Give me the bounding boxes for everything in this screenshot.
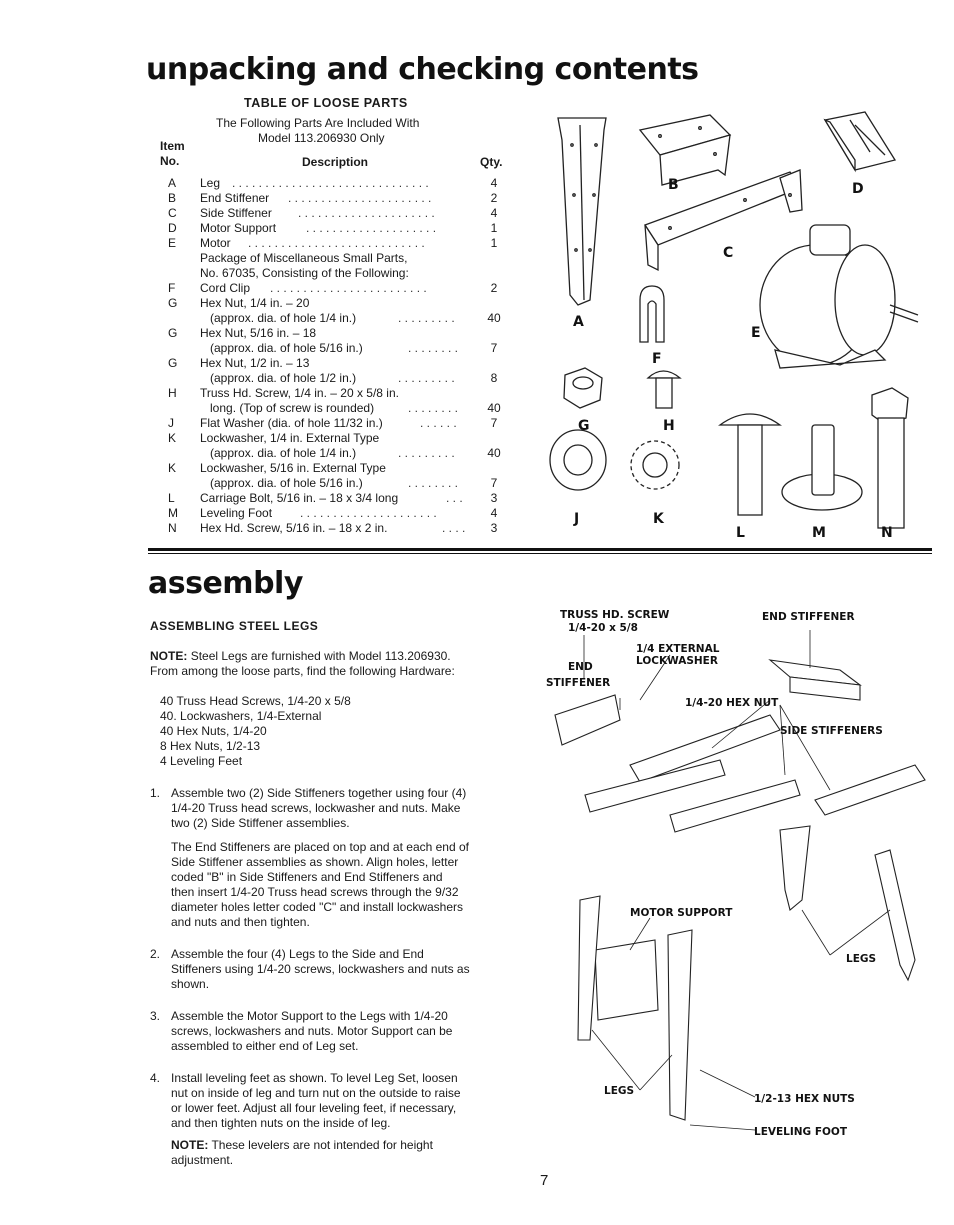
leader-dots: . . . . . . . . . — [398, 311, 455, 325]
note-text-line2: adjustment. — [171, 1153, 234, 1167]
item-description-continued: long. (Top of screw is rounded) — [210, 401, 375, 415]
side-stiffener-drawing — [670, 780, 800, 832]
step-line: Install leveling feet as shown. To level Leg Set, loosen — [171, 1071, 458, 1085]
step-line: and nuts and then tighten. — [171, 915, 310, 929]
table-row-continued — [150, 401, 510, 416]
item-qty: 4 — [490, 506, 498, 520]
leader-dots: . . . . . . . . . . . . . . . . . . . . . — [298, 206, 435, 220]
section-divider-thin — [148, 553, 932, 554]
note-text-line2: From among the loose parts, find the following Hardware: — [150, 664, 455, 678]
item-qty: 8 — [490, 371, 498, 385]
item-letter: D — [168, 221, 177, 235]
item-letter: H — [168, 386, 177, 400]
callout-side-stiffeners: SIDE STIFFENERS — [780, 725, 883, 737]
item-description: Flat Washer (dia. of hole 11/32 in.) — [200, 416, 383, 430]
item-description: Leg — [200, 176, 221, 190]
hardware-item: 8 Hex Nuts, 1/2-13 — [160, 739, 261, 753]
hardware-item: 4 Leveling Feet — [160, 754, 243, 768]
callout-leveling-foot: LEVELING FOOT — [754, 1126, 848, 1138]
assembly-note — [150, 649, 451, 664]
leader-dots: . . . . . . . . — [408, 401, 459, 415]
item-description-continued: (approx. dia. of hole 1/2 in.) — [210, 371, 357, 385]
item-description: Carriage Bolt, 5/16 in. – 18 x 3/4 long — [200, 491, 399, 505]
figure-label-d: D — [852, 181, 864, 197]
figure-label-e: E — [751, 325, 761, 341]
loose-parts-table — [150, 176, 510, 536]
side-stiffener-drawing — [815, 765, 925, 815]
cord-clip-part-drawing — [640, 286, 664, 342]
step-line: coded "B" in Side Stiffeners and End Stiffeners and — [171, 870, 443, 884]
callout-end-stiffener-top: END STIFFENER — [762, 611, 855, 623]
step-line: two (2) Side Stiffener assemblies. — [171, 816, 350, 830]
table-row — [150, 506, 510, 521]
section-heading-assembly: assembly — [148, 566, 303, 601]
table-row-continued — [150, 311, 510, 326]
figure-label-a: A — [573, 314, 584, 330]
callout-external-lockwasher-2: LOCKWASHER — [636, 655, 718, 667]
table-row — [150, 296, 510, 311]
callout-hex-nut: 1/4-20 HEX NUT — [685, 697, 779, 709]
item-description: Cord Clip — [200, 281, 251, 295]
note-label: NOTE: — [171, 1138, 209, 1152]
leg-drawing — [780, 826, 810, 910]
carriage-bolt-part-drawing — [720, 414, 780, 515]
hardware-item: 40 Truss Head Screws, 1/4-20 x 5/8 — [160, 694, 351, 708]
table-title: TABLE OF LOOSE PARTS — [244, 96, 408, 110]
leader-dots: . . . . . . — [420, 416, 457, 430]
step-line: The End Stiffeners are placed on top and at each end of — [171, 840, 469, 854]
table-row-continued — [150, 476, 510, 491]
callout-half-hex-nuts: 1/2-13 HEX NUTS — [754, 1093, 855, 1105]
step-line: assembled to either end of Leg set. — [171, 1039, 359, 1053]
item-qty: 40 — [487, 401, 501, 415]
leader-dots: . . . . . . . . . . . . . . . . . . . . . . — [288, 191, 432, 205]
note-label: NOTE: — [150, 649, 188, 663]
table-row — [150, 281, 510, 296]
item-description: Hex Nut, 5/16 in. – 18 — [200, 326, 317, 340]
column-header-description: Description — [302, 155, 369, 169]
figure-label-k: K — [653, 511, 664, 527]
item-letter: K — [168, 431, 177, 445]
item-description: Truss Hd. Screw, 1/4 in. – 20 x 5/8 in. — [200, 386, 399, 400]
section-heading-unpacking: unpacking and checking contents — [146, 52, 699, 87]
step-3-text — [171, 1009, 452, 1054]
motor-support-drawing — [595, 940, 658, 1020]
table-row — [150, 416, 510, 431]
item-qty: 1 — [490, 236, 498, 250]
misc-package-line1: Package of Miscellaneous Small Parts, — [200, 251, 408, 265]
item-letter: M — [168, 506, 178, 520]
assembly-illustration — [540, 600, 940, 1160]
step-line: shown. — [171, 977, 210, 991]
step-line: Assemble two (2) Side Stiffeners together using four (4) — [171, 786, 467, 800]
item-description: Motor Support — [200, 221, 277, 235]
callout-legs-right: LEGS — [846, 953, 877, 965]
item-description-continued: (approx. dia. of hole 1/4 in.) — [210, 446, 357, 460]
figure-label-f: F — [652, 351, 662, 367]
step-line: Stiffeners using 1/4-20 screws, lockwashers and nuts as — [171, 962, 470, 976]
column-header-no: No. — [160, 154, 180, 168]
leg-drawing — [668, 930, 692, 1120]
item-letter: B — [168, 191, 177, 205]
end-stiffener-part-drawing — [640, 115, 730, 185]
leader-dots: . . . . . . . . . . . . . . . . . . . . . . . . . . . — [248, 236, 425, 250]
table-row — [150, 386, 510, 401]
table-row-continued — [150, 371, 510, 386]
step-line: nut on inside of leg and turn nut on the outside to raise — [171, 1086, 461, 1100]
step-line: Assemble the Motor Support to the Legs with 1/4-20 — [171, 1009, 448, 1023]
note-text: Steel Legs are furnished with Model 113.206930. — [190, 649, 451, 663]
leader-dots: . . . . — [442, 521, 466, 535]
leader-dots: . . . . . . . . . — [398, 446, 455, 460]
hex-head-screw-part-drawing — [872, 388, 908, 528]
figure-label-g: G — [578, 418, 590, 434]
table-row — [150, 491, 510, 506]
leader-dots: . . . . . . . . . — [398, 371, 455, 385]
leader-dots: . . . . . . . . — [408, 476, 459, 490]
table-row — [150, 191, 510, 206]
figure-label-c: C — [723, 245, 734, 261]
step-line: or lower feet. Adjust all four leveling feet, if necessary, — [171, 1101, 457, 1115]
column-header-item: Item — [160, 139, 185, 153]
table-row — [150, 431, 510, 446]
table-subtitle-line2: Model 113.206930 Only — [258, 131, 385, 145]
table-row — [150, 206, 510, 221]
assembly-subheading: ASSEMBLING STEEL LEGS — [150, 619, 319, 633]
leader-dots: . . . . . . . . . . . . . . . . . . . . — [306, 221, 437, 235]
table-row — [150, 521, 510, 536]
item-qty: 3 — [490, 491, 498, 505]
item-qty: 7 — [490, 416, 498, 430]
table-row — [150, 221, 510, 236]
end-stiffener-left-drawing — [555, 695, 620, 745]
item-letter: J — [168, 416, 174, 430]
misc-package-line2-row — [150, 266, 510, 281]
column-header-qty: Qty. — [480, 155, 503, 169]
item-letter: C — [168, 206, 177, 220]
table-row-continued — [150, 446, 510, 461]
leader-dots: . . . . . . . . . . . . . . . . . . . . . . . . . . . . . . — [232, 176, 429, 190]
step-line: 1/4-20 Truss head screws, lockwasher and nuts. Make — [171, 801, 461, 815]
item-qty: 7 — [490, 476, 498, 490]
item-description-continued: (approx. dia. of hole 1/4 in.) — [210, 311, 357, 325]
step-4-text — [171, 1071, 461, 1131]
item-description: Hex Nut, 1/2 in. – 13 — [200, 356, 310, 370]
step-1-text — [171, 786, 466, 831]
item-letter: E — [168, 236, 177, 250]
callout-motor-support: MOTOR SUPPORT — [630, 907, 733, 919]
item-qty: 7 — [490, 341, 498, 355]
table-subtitle-line1: The Following Parts Are Included With — [216, 116, 420, 130]
step-2-text — [171, 947, 470, 992]
hardware-list — [160, 694, 351, 769]
step-2-number: 2. — [150, 947, 161, 961]
step-line: and then tighten nuts on the inside of leg. — [171, 1116, 391, 1130]
item-qty: 2 — [490, 191, 498, 205]
figure-label-l: L — [736, 525, 745, 541]
item-letter: N — [168, 521, 177, 535]
leader-dots: . . . — [446, 491, 463, 505]
step-1-number: 1. — [150, 786, 161, 800]
table-row — [150, 356, 510, 371]
table-row — [150, 461, 510, 476]
step-line: then insert 1/4-20 Truss head screws through the 9/32 — [171, 885, 459, 899]
item-letter: G — [168, 356, 178, 370]
item-description: Lockwasher, 1/4 in. External Type — [200, 431, 380, 445]
callout-external-lockwasher-1: 1/4 EXTERNAL — [636, 643, 720, 655]
section-divider — [148, 548, 932, 551]
item-letter: K — [168, 461, 177, 475]
item-description: Side Stiffener — [200, 206, 272, 220]
lockwasher-part-drawing — [631, 441, 679, 489]
table-row — [150, 326, 510, 341]
item-description: Lockwasher, 5/16 in. External Type — [200, 461, 386, 475]
callout-truss-screw: TRUSS HD. SCREW — [560, 609, 670, 621]
misc-package-line1-row — [150, 251, 510, 266]
loose-parts-illustration — [540, 100, 940, 545]
leader-dots: . . . . . . . . . . . . . . . . . . . . . . . . — [270, 281, 427, 295]
item-description: Motor — [200, 236, 231, 250]
item-qty: 40 — [487, 311, 501, 325]
item-description: Hex Nut, 1/4 in. – 20 — [200, 296, 310, 310]
figure-label-j: J — [574, 511, 580, 527]
hex-nut-part-drawing — [564, 368, 602, 408]
table-row — [150, 176, 510, 191]
hardware-item: 40 Hex Nuts, 1/4-20 — [160, 724, 267, 738]
leg-drawing — [875, 850, 915, 980]
item-qty: 2 — [490, 281, 498, 295]
figure-label-h: H — [663, 418, 675, 434]
step-line: screws, lockwashers and nuts. Motor Support can be — [171, 1024, 453, 1038]
callout-end-stiffener-left-1: END — [568, 661, 593, 673]
note-text: These levelers are not intended for height — [211, 1138, 433, 1152]
assembly-note-2 — [171, 1138, 433, 1153]
step-line: Assemble the four (4) Legs to the Side and End — [171, 947, 424, 961]
leveling-foot-part-drawing — [782, 425, 862, 510]
page-number: 7 — [540, 1172, 549, 1189]
item-qty: 4 — [490, 206, 498, 220]
leader-dots: . . . . . . . . — [408, 341, 459, 355]
item-description: Leveling Foot — [200, 506, 273, 520]
table-row-continued — [150, 341, 510, 356]
step-line: Side Stiffener assemblies as shown. Align holes, letter — [171, 855, 459, 869]
item-qty: 1 — [490, 221, 498, 235]
callout-truss-screw-size: 1/4-20 x 5/8 — [568, 622, 638, 634]
item-description: End Stiffener — [200, 191, 270, 205]
leader-dots: . . . . . . . . . . . . . . . . . . . . . — [300, 506, 437, 520]
motor-support-part-drawing — [825, 112, 895, 170]
figure-label-n: N — [881, 525, 893, 541]
leg-part-drawing — [558, 118, 606, 305]
step-3-number: 3. — [150, 1009, 161, 1023]
table-row — [150, 236, 510, 251]
step-line: diameter holes letter coded "C" and install lockwashers — [171, 900, 463, 914]
misc-package-line2: No. 67035, Consisting of the Following: — [200, 266, 409, 280]
item-letter: G — [168, 326, 178, 340]
truss-screw-part-drawing — [648, 371, 680, 408]
item-letter: F — [168, 281, 176, 295]
step-4-number: 4. — [150, 1071, 161, 1085]
figure-label-m: M — [812, 525, 826, 541]
item-letter: G — [168, 296, 178, 310]
hardware-item: 40. Lockwashers, 1/4-External — [160, 709, 322, 723]
motor-part-drawing — [760, 225, 918, 368]
callout-end-stiffener-left-2: STIFFENER — [546, 677, 611, 689]
item-letter: L — [168, 491, 175, 505]
flat-washer-part-drawing — [550, 430, 606, 490]
figure-label-b: B — [668, 177, 679, 193]
callout-legs-left: LEGS — [604, 1085, 635, 1097]
item-description: Hex Hd. Screw, 5/16 in. – 18 x 2 in. — [200, 521, 388, 535]
item-letter: A — [168, 176, 177, 190]
item-description-continued: (approx. dia. of hole 5/16 in.) — [210, 476, 363, 490]
item-description-continued: (approx. dia. of hole 5/16 in.) — [210, 341, 363, 355]
item-qty: 4 — [490, 176, 498, 190]
item-qty: 40 — [487, 446, 501, 460]
step-1-paragraph-2 — [171, 840, 469, 930]
item-qty: 3 — [490, 521, 498, 535]
